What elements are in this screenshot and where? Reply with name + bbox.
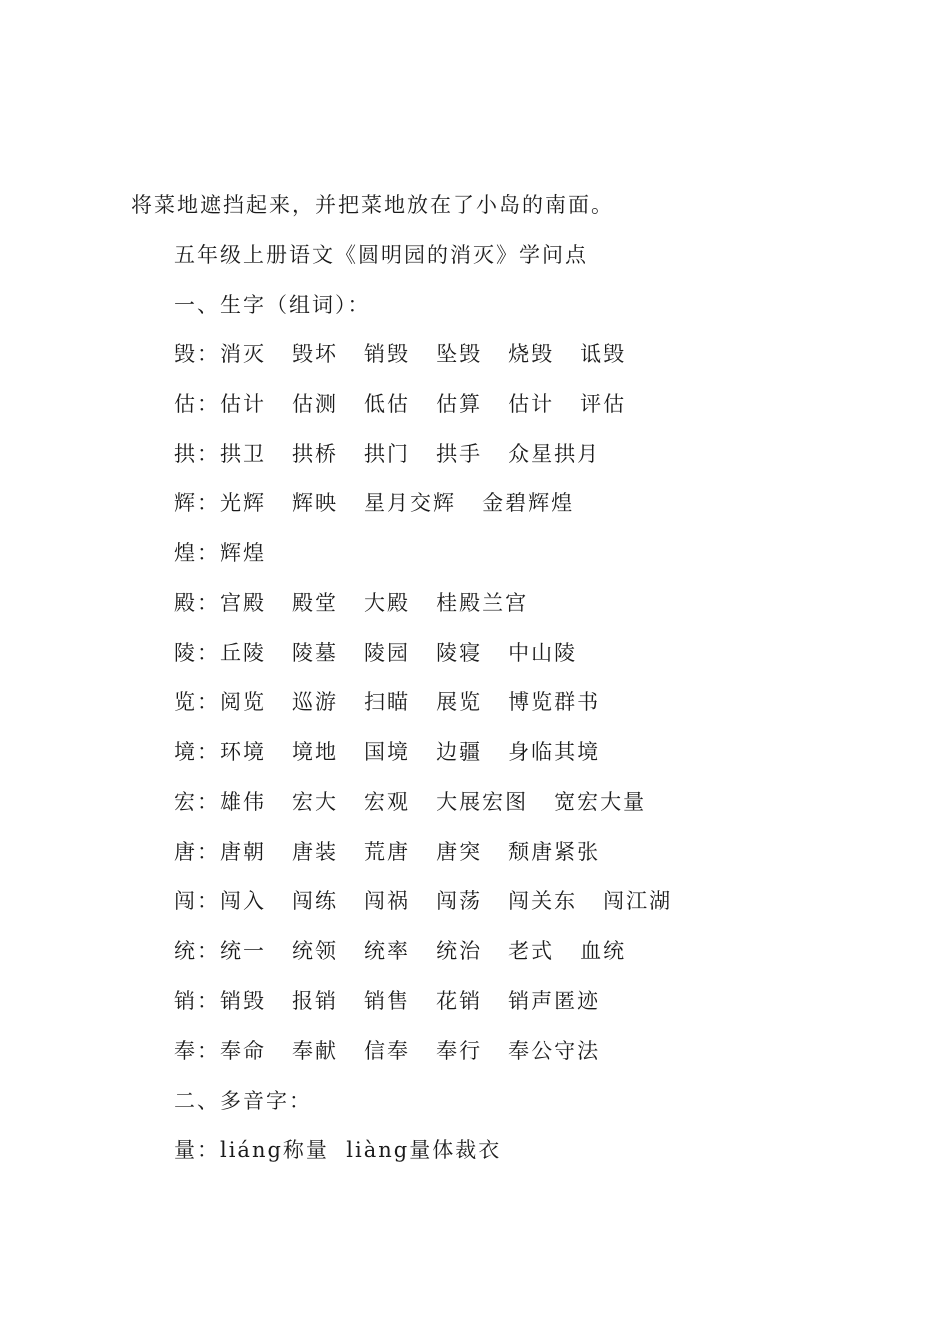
vocab-line: 境：环境 境地 国境 边疆 身临其境 — [174, 740, 601, 764]
section-heading-polyphones: 二、多音字： — [174, 1089, 312, 1113]
vocab-line: 陵：丘陵 陵墓 陵园 陵寝 中山陵 — [174, 641, 578, 665]
section-heading-characters: 一、生字（组词）： — [174, 293, 371, 317]
vocab-line: 煌：辉煌 — [174, 541, 266, 565]
vocab-line: 宏：雄伟 宏大 宏观 大展宏图 宽宏大量 — [174, 790, 647, 814]
document-title: 五年级上册语文《圆明园的消灭》学问点 — [174, 243, 588, 267]
vocab-line: 奉：奉命 奉献 信奉 奉行 奉公守法 — [174, 1039, 601, 1063]
vocab-line: 估：估计 估测 低估 估算 估计 评估 — [174, 392, 627, 416]
vocab-line: 拱：拱卫 拱桥 拱门 拱手 众星拱月 — [174, 442, 601, 466]
vocab-line: 唐：唐朝 唐装 荒唐 唐突 颓唐紧张 — [174, 840, 601, 864]
vocab-line: 统：统一 统领 统率 统治 老式 血统 — [174, 939, 627, 963]
vocab-line: 殿：宫殿 殿堂 大殿 桂殿兰宫 — [174, 591, 529, 615]
continuation-text: 将菜地遮挡起来，并把菜地放在了小岛的南面。 — [131, 193, 614, 217]
vocab-line: 销：销毁 报销 销售 花销 销声匿迹 — [174, 989, 601, 1013]
polyphone-line: 量：liáng称量 liàng量体裁衣 — [174, 1138, 502, 1162]
vocab-line: 毁：消灭 毁坏 销毁 坠毁 烧毁 诋毁 — [174, 342, 627, 366]
vocab-line: 览：阅览 巡游 扫瞄 展览 博览群书 — [174, 690, 601, 714]
vocab-line: 闯：闯入 闯练 闯祸 闯荡 闯关东 闯江湖 — [174, 889, 673, 913]
vocab-line: 辉：光辉 辉映 星月交辉 金碧辉煌 — [174, 491, 575, 515]
